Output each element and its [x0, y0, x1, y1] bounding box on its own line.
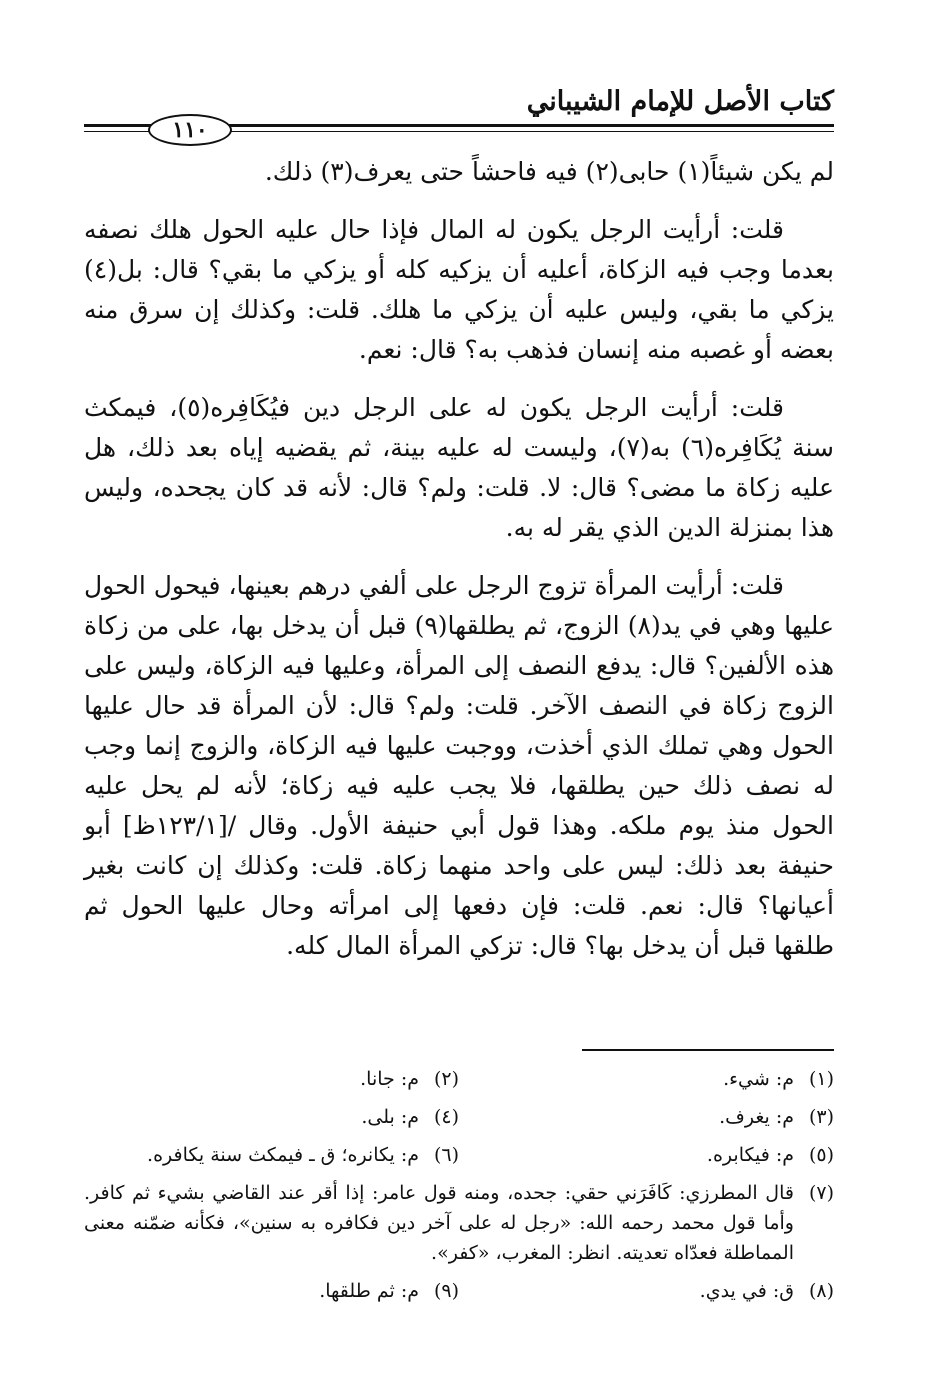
footnote-number: (٢)	[433, 1068, 459, 1090]
footnotes	[84, 1064, 834, 1314]
footnote-text: م: يكانره؛ ق ـ فيمكث سنة يكافره.	[147, 1144, 419, 1166]
footnote-text: م: فيكابره.	[706, 1144, 794, 1166]
footnote-row	[84, 1064, 834, 1102]
footnote-number: (٣)	[808, 1106, 834, 1128]
footnote-number: (٥)	[808, 1144, 834, 1166]
footnote-7	[84, 1178, 834, 1268]
footnote-row	[84, 1102, 834, 1140]
running-title: كتاب الأصل للإمام الشيباني	[526, 86, 834, 117]
footnote-number: (٩)	[433, 1280, 459, 1302]
footnote-text: م: بلى.	[361, 1106, 419, 1128]
footnote-text: م: يغرف.	[719, 1106, 794, 1128]
footnote-text: م: ثم طلقها.	[319, 1280, 419, 1302]
footnote-9	[84, 1276, 459, 1306]
paragraph-1: لم يكن شيئاً(١) حابى(٢) فيه فاحشاً حتى يعرف(٣) ذلك.	[264, 157, 834, 186]
paragraph-4: قلت: أرأيت المرأة تزوج الرجل على ألفي درهم بعينها، فيحول الحول عليها وهي في يد(٨) الزوج، ثم يطلقها(٩) قبل أن يدخل بها، على من زكاة هذه الألفين؟ قال: يدفع النصف إلى المرأة، وعليها فيه الزكاة، وليس على الزوج زكاة في النصف الآخر. قلت: ولم؟ قال: لأن المرأة قد حال عليها الحول وهي تملك الذي أخذت، ووجبت عليها فيه الزكاة، والزوج إنما وجب له نصف ذلك حين يطلقها، فلا يجب عليه فيه زكاة؛ لأنه لم يحل عليه الحول منذ يوم ملكه. وهذا قول أبي حنيفة الأول. وقال /[١٢٣/١ظ] أبو حنيفة بعد ذلك: ليس على واحد منهما زكاة. قلت: وكذلك إن كانت بغير أعيانها؟ قال: نعم. قلت: فإن دفعها إلى امرأته وحال عليها الحول ثم طلقها قبل أن يدخل بها؟ قال: تزكي المرأة المال كله.	[84, 571, 835, 960]
footnote-number: (٧)	[808, 1182, 834, 1204]
paragraph-2: قلت: أرأيت الرجل يكون له المال فإذا حال عليه الحول هلك نصفه بعدما وجب فيه الزكاة، أعليه أن يزكيه كله أو يزكي ما بقي؟ قال: بل(٤) يزكي ما بقي، وليس عليه أن يزكي ما هلك. قلت: وكذلك إن سرق منه بعضه أو غصبه منه إنسان فذهب به؟ قال: نعم.	[84, 215, 834, 364]
footnote-number: (٤)	[433, 1106, 459, 1128]
footnote-separator	[582, 1049, 834, 1051]
footnote-text: م: جانا.	[360, 1068, 419, 1090]
footnote-number: (٦)	[433, 1144, 459, 1166]
footnote-3	[459, 1102, 834, 1132]
footnote-4	[84, 1102, 459, 1132]
footnote-8	[459, 1276, 834, 1306]
footnote-5	[459, 1140, 834, 1170]
footnote-text: ق: في يدي.	[699, 1280, 794, 1302]
footnote-row	[84, 1140, 834, 1178]
footnote-row	[84, 1276, 834, 1314]
main-text	[84, 152, 834, 984]
footnote-2	[84, 1064, 459, 1094]
footnote-number: (٨)	[808, 1280, 834, 1302]
footnote-text: م: شيء.	[723, 1068, 794, 1090]
footnote-number: (١)	[808, 1068, 834, 1090]
paragraph-3: قلت: أرأيت الرجل يكون له على الرجل دين فيُكَافِره(٥)، فيمكث سنة يُكَافِره(٦) به(٧)، وليست له عليه بينة، ثم يقضيه إياه بعد ذلك، هل عليه زكاة ما مضى؟ قال: لا. قلت: ولم؟ قال: لأنه قد كان يجحده، وليس هذا بمنزلة الدين الذي يقر له به.	[84, 393, 834, 542]
page-header	[84, 86, 834, 146]
footnote-6	[84, 1140, 459, 1170]
page-number: ١١٠	[148, 114, 232, 146]
footnote-text: قال المطرزي: كَافَرَني حقي: جحده، ومنه قول عامر: إذا أقر عند القاضي بشيء ثم كافر. وأما قول محمد رحمه الله: «رجل له على آخر دين فكافره به سنين»، فكأنه ضمّنه معنى المماطلة فعدّاه تعديته. انظر: المغرب، «كفر».	[84, 1182, 794, 1264]
footnote-1	[459, 1064, 834, 1094]
